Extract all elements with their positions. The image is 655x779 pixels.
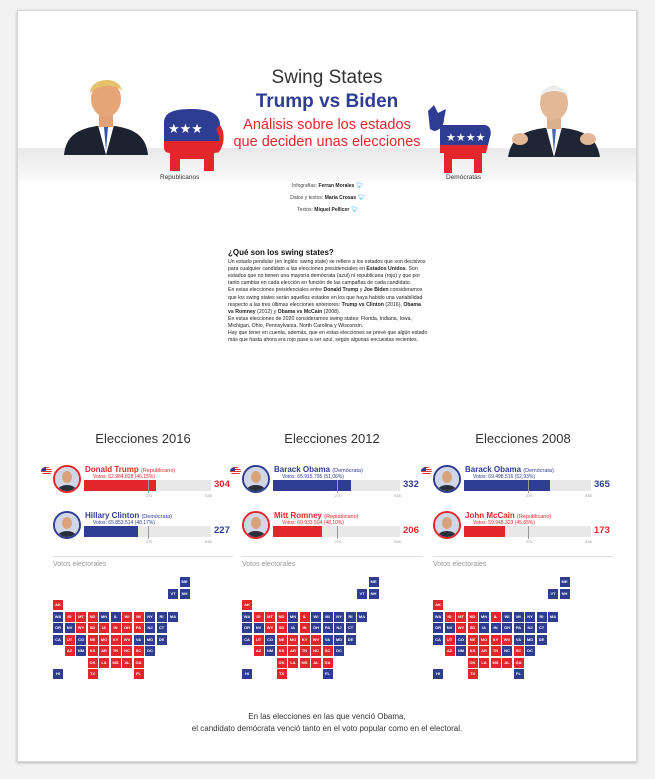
- state-tile[interactable]: VA: [323, 635, 333, 645]
- divider: [53, 556, 233, 557]
- electoral-vote-count: 304: [214, 479, 230, 490]
- state-tile[interactable]: AZ: [445, 646, 455, 656]
- state-tile[interactable]: DE: [537, 635, 547, 645]
- credit-role: Datos y textos:: [290, 195, 324, 201]
- biden-portrait: [506, 77, 602, 157]
- state-tile[interactable]: VT: [357, 589, 367, 599]
- candidate-party: (Demócrata): [332, 468, 363, 474]
- state-tile[interactable]: TN: [300, 646, 310, 656]
- intro-heading: ¿Qué son los swing states?: [228, 248, 334, 257]
- state-tile[interactable]: MD: [334, 635, 344, 645]
- state-tile[interactable]: NJ: [334, 623, 344, 633]
- state-tile[interactable]: CO: [456, 635, 466, 645]
- candidate-votes: Votos: 65.853.514 (48,17%): [93, 520, 155, 526]
- state-tile[interactable]: OK: [88, 658, 98, 668]
- state-tile[interactable]: OR: [53, 623, 63, 633]
- state-tile[interactable]: AL: [311, 658, 321, 668]
- electoral-vote-count: 173: [594, 525, 610, 536]
- state-tile[interactable]: MI: [323, 612, 333, 622]
- electoral-vote-bar: [273, 480, 351, 491]
- state-tile[interactable]: OH: [311, 623, 321, 633]
- tick-label-270: 270: [334, 539, 342, 544]
- majority-marker: [528, 480, 529, 493]
- credit-name: Miquel Pellicer: [314, 207, 350, 213]
- candidate-name: Hillary Clinton (Demócrata): [85, 511, 173, 520]
- state-tile[interactable]: ND: [468, 612, 478, 622]
- state-tile[interactable]: AZ: [65, 646, 75, 656]
- state-tile[interactable]: DC: [145, 646, 155, 656]
- state-tile[interactable]: IN: [300, 623, 310, 633]
- state-tile[interactable]: VA: [514, 635, 524, 645]
- state-tile[interactable]: TX: [277, 669, 287, 679]
- state-tile[interactable]: OH: [502, 623, 512, 633]
- tick-label-538: 538: [394, 539, 401, 544]
- state-tile[interactable]: NH: [560, 589, 570, 599]
- state-tile[interactable]: AK: [53, 600, 63, 610]
- state-tile[interactable]: SD: [88, 623, 98, 633]
- state-tile[interactable]: AL: [122, 658, 132, 668]
- candidate-row: [53, 465, 233, 504]
- electoral-vote-bar: [84, 480, 156, 491]
- tick-label-270: 270: [334, 493, 342, 498]
- state-tile[interactable]: MA: [357, 612, 367, 622]
- state-tile[interactable]: AK: [433, 600, 443, 610]
- state-tile[interactable]: WI: [122, 612, 132, 622]
- candidate-row: [242, 465, 422, 504]
- footer-line-1: En las elecciones en las que venció Obama,: [248, 712, 406, 721]
- state-tile[interactable]: IA: [288, 623, 298, 633]
- state-tile[interactable]: KY: [491, 635, 501, 645]
- state-tile[interactable]: UT: [254, 635, 264, 645]
- divider: [242, 556, 422, 557]
- infographic-page: [17, 10, 637, 762]
- credit-name: Ferran Morales: [318, 183, 355, 189]
- state-tile[interactable]: MO: [99, 635, 109, 645]
- state-tile[interactable]: HI: [433, 669, 443, 679]
- state-tile[interactable]: KY: [300, 635, 310, 645]
- state-tile[interactable]: TX: [468, 669, 478, 679]
- state-tile[interactable]: ME: [369, 577, 379, 587]
- svg-text:★★★★: ★★★★: [446, 131, 486, 144]
- intro-paragraph: Hay que tener en cuenta, además, que en estas elecciones se prevé que algún estado más que hasta ahora era rojo pase a ser azul, según algunas encuestas recientes.: [228, 330, 428, 344]
- state-tile[interactable]: SC: [323, 646, 333, 656]
- candidate-name: John McCain (Republicano): [465, 511, 552, 520]
- state-tile[interactable]: TN: [111, 646, 121, 656]
- state-tile[interactable]: CT: [157, 623, 167, 633]
- state-tile[interactable]: WI: [311, 612, 321, 622]
- state-tile[interactable]: MO: [288, 635, 298, 645]
- state-tile[interactable]: UT: [65, 635, 75, 645]
- tagline-line-2: que deciden unas elecciones: [233, 134, 421, 150]
- state-tile[interactable]: FL: [514, 669, 524, 679]
- state-tile[interactable]: WV: [502, 635, 512, 645]
- candidate-row: [433, 511, 613, 550]
- candidate-photo: [433, 465, 461, 493]
- state-tile[interactable]: IL: [491, 612, 501, 622]
- state-tile[interactable]: IL: [300, 612, 310, 622]
- tagline-line-1: Análisis sobre los estados: [243, 117, 411, 133]
- state-tile[interactable]: SD: [468, 623, 478, 633]
- credit-line: [238, 206, 418, 213]
- state-tile[interactable]: KS: [277, 646, 287, 656]
- candidate-votes: Votos: 69.498.516 (52,93%): [473, 474, 535, 480]
- candidate-votes: Votos: 62.984.828 (46,15%): [93, 474, 155, 480]
- state-tile[interactable]: DE: [346, 635, 356, 645]
- state-tile[interactable]: ID: [445, 612, 455, 622]
- state-tile[interactable]: NV: [254, 623, 264, 633]
- state-tile[interactable]: HI: [53, 669, 63, 679]
- credit-role: Textos:: [297, 207, 313, 213]
- candidate-name: Mitt Romney (Republicano): [274, 511, 359, 520]
- state-tile[interactable]: GA: [134, 658, 144, 668]
- state-tile[interactable]: LA: [99, 658, 109, 668]
- tick-label-538: 538: [394, 493, 401, 498]
- state-tile[interactable]: KS: [88, 646, 98, 656]
- democrat-donkey-icon: [424, 105, 494, 175]
- state-tile[interactable]: VT: [548, 589, 558, 599]
- page-title: Swing States: [271, 67, 383, 88]
- tick-label-270: 270: [525, 539, 533, 544]
- state-tile[interactable]: IN: [111, 623, 121, 633]
- candidate-party: (Republicano): [324, 514, 359, 520]
- state-tile[interactable]: LA: [288, 658, 298, 668]
- state-tile[interactable]: NV: [65, 623, 75, 633]
- candidate-name: Barack Obama (Demócrata): [274, 465, 363, 474]
- state-tile[interactable]: NM: [265, 646, 275, 656]
- state-tile[interactable]: AR: [288, 646, 298, 656]
- state-tile[interactable]: MN: [288, 612, 298, 622]
- state-tile[interactable]: MI: [514, 612, 524, 622]
- state-tile[interactable]: NM: [76, 646, 86, 656]
- credit-line: [238, 182, 418, 189]
- footer-note: [18, 711, 636, 735]
- majority-marker: [337, 480, 338, 493]
- state-tile[interactable]: RI: [157, 612, 167, 622]
- candidate-party: (Demócrata): [523, 468, 554, 474]
- state-tile[interactable]: AZ: [254, 646, 264, 656]
- state-tile[interactable]: NH: [180, 589, 190, 599]
- candidate-photo: [242, 511, 270, 539]
- state-tile[interactable]: DE: [157, 635, 167, 645]
- state-tile[interactable]: ID: [65, 612, 75, 622]
- state-tile[interactable]: CA: [53, 635, 63, 645]
- state-tile[interactable]: NV: [445, 623, 455, 633]
- tick-label-538: 538: [205, 539, 212, 544]
- state-tile[interactable]: ND: [88, 612, 98, 622]
- state-tile[interactable]: ME: [560, 577, 570, 587]
- twitter-icon[interactable]: 🐦︎: [356, 183, 364, 189]
- state-tile[interactable]: MS: [111, 658, 121, 668]
- state-tile[interactable]: CO: [265, 635, 275, 645]
- state-tile[interactable]: MS: [491, 658, 501, 668]
- electoral-vote-count: 365: [594, 479, 610, 490]
- state-tile[interactable]: IA: [479, 623, 489, 633]
- election-title: Elecciones 2012: [284, 431, 380, 446]
- state-tile[interactable]: GA: [323, 658, 333, 668]
- state-tile[interactable]: MN: [479, 612, 489, 622]
- tick-label-538: 538: [585, 539, 592, 544]
- page-subtitle: Trump vs Biden: [255, 91, 399, 112]
- state-tile[interactable]: NC: [311, 646, 321, 656]
- state-tile[interactable]: FL: [323, 669, 333, 679]
- electoral-vote-count: 206: [403, 525, 419, 536]
- intro-paragraph: En estas elecciones de 2020 consideramos swing states: Florida, Indiana, Iowa, Michigan, Ohio, Pennsylvania, North Carolina y Wisconsin.: [228, 315, 412, 329]
- state-tile[interactable]: SC: [134, 646, 144, 656]
- state-tile[interactable]: NC: [122, 646, 132, 656]
- state-tile[interactable]: LA: [479, 658, 489, 668]
- candidate-row: [433, 465, 613, 504]
- state-tile[interactable]: KY: [111, 635, 121, 645]
- state-tile[interactable]: NJ: [525, 623, 535, 633]
- intro-paragraph: En estas elecciones presidenciales entre Donald Trump y Joe Biden consideramos que los swing states serán aquellos estados en los que haya habido una variabilidad respecto a las tres últimas elecciones anteriores: Trump vs Clinton (2016), Obama vs Romney (2012) y Obama vs McCain (2008).: [228, 287, 423, 315]
- state-tile[interactable]: DC: [525, 646, 535, 656]
- candidate-party: (Republicano): [517, 514, 552, 520]
- state-tile[interactable]: WY: [76, 623, 86, 633]
- candidate-votes: Votos: 65.915.795 (51,06%): [282, 474, 344, 480]
- twitter-icon[interactable]: 🐦︎: [358, 195, 366, 201]
- state-tile[interactable]: ND: [277, 612, 287, 622]
- state-tile[interactable]: NM: [456, 646, 466, 656]
- state-tile[interactable]: WI: [502, 612, 512, 622]
- state-tile[interactable]: FL: [134, 669, 144, 679]
- state-tile[interactable]: NY: [334, 612, 344, 622]
- state-tile[interactable]: GA: [514, 658, 524, 668]
- state-tile[interactable]: MS: [300, 658, 310, 668]
- state-tile[interactable]: WA: [53, 612, 63, 622]
- state-tile[interactable]: MA: [548, 612, 558, 622]
- election-panel: [242, 431, 422, 676]
- state-tile[interactable]: MT: [456, 612, 466, 622]
- majority-marker: [148, 480, 149, 493]
- state-tile[interactable]: PA: [134, 623, 144, 633]
- state-tile[interactable]: CO: [76, 635, 86, 645]
- republicans-label: Republicanos: [160, 174, 200, 181]
- us-flag-icon: [421, 467, 432, 475]
- state-tile[interactable]: ME: [180, 577, 190, 587]
- footer-line-2: el candidato demócrata venció tanto en el voto popular como en el electoral.: [191, 724, 463, 733]
- electoral-vote-bar: [273, 526, 322, 537]
- state-tile[interactable]: AR: [99, 646, 109, 656]
- majority-marker: [528, 526, 529, 539]
- state-tile[interactable]: IL: [111, 612, 121, 622]
- electoral-votes-label: Votos electorales: [53, 561, 107, 568]
- state-tile[interactable]: SD: [277, 623, 287, 633]
- state-tile[interactable]: CT: [537, 623, 547, 633]
- state-tile[interactable]: WA: [433, 612, 443, 622]
- state-tile[interactable]: UT: [445, 635, 455, 645]
- candidate-votes: Votos: 60.933.504 (48,10%): [282, 520, 344, 526]
- state-tile[interactable]: MI: [134, 612, 144, 622]
- state-tile[interactable]: WA: [242, 612, 252, 622]
- credit-role: Infografías:: [292, 183, 318, 189]
- candidate-photo: [242, 465, 270, 493]
- state-tile[interactable]: CA: [433, 635, 443, 645]
- state-tile[interactable]: WV: [122, 635, 132, 645]
- state-tile[interactable]: WY: [265, 623, 275, 633]
- credit-name: María Crosas: [324, 195, 357, 201]
- state-tile[interactable]: OR: [242, 623, 252, 633]
- intro-paragraph: Un estado pendular (en inglés: swing state) se refiere a los estados que son decisivos para cualquier candidato a las elecciones presidenciales en Estados Unidos. Son estados que no tienen una mayoría demócrata (azul) ni republicana (rojo) y que por tanto cambiar en cada elección en función de las campañas de cada candidato.: [228, 259, 426, 287]
- tick-label-270: 270: [145, 493, 153, 498]
- candidate-photo: [53, 511, 81, 539]
- state-tile[interactable]: ID: [254, 612, 264, 622]
- us-flag-icon: [230, 467, 241, 475]
- state-tile[interactable]: HI: [242, 669, 252, 679]
- intro-section: [228, 249, 428, 344]
- state-tile[interactable]: MT: [76, 612, 86, 622]
- state-tile[interactable]: CA: [242, 635, 252, 645]
- election-title: Elecciones 2016: [95, 431, 191, 446]
- electoral-vote-bar: [464, 480, 550, 491]
- state-tile[interactable]: WY: [456, 623, 466, 633]
- state-tile[interactable]: NE: [88, 635, 98, 645]
- majority-marker: [337, 526, 338, 539]
- tick-label-538: 538: [205, 493, 212, 498]
- democrats-label: Demócratas: [446, 174, 482, 181]
- state-tile[interactable]: TN: [491, 646, 501, 656]
- state-tile[interactable]: IN: [491, 623, 501, 633]
- state-tile[interactable]: AK: [242, 600, 252, 610]
- credit-line: [238, 194, 418, 201]
- candidate-row: [53, 511, 233, 550]
- us-flag-icon: [41, 467, 52, 475]
- state-tile[interactable]: PA: [514, 623, 524, 633]
- state-tile[interactable]: MO: [479, 635, 489, 645]
- divider: [433, 556, 613, 557]
- state-tile[interactable]: VA: [134, 635, 144, 645]
- election-panel: [433, 431, 613, 676]
- state-tile[interactable]: VT: [168, 589, 178, 599]
- state-tile[interactable]: KS: [468, 646, 478, 656]
- electoral-vote-count: 332: [403, 479, 419, 490]
- state-tile[interactable]: NE: [468, 635, 478, 645]
- candidate-party: (Demócrata): [141, 514, 173, 520]
- state-tile[interactable]: PA: [323, 623, 333, 633]
- tick-label-270: 270: [145, 539, 153, 544]
- state-tile[interactable]: NY: [145, 612, 155, 622]
- electoral-vote-bar: [84, 526, 138, 537]
- candidate-row: [242, 511, 422, 550]
- state-tile[interactable]: MD: [145, 635, 155, 645]
- state-tile[interactable]: NJ: [145, 623, 155, 633]
- majority-marker: [148, 526, 149, 539]
- tick-label-538: 538: [585, 493, 592, 498]
- state-tile[interactable]: CT: [346, 623, 356, 633]
- state-tile[interactable]: NC: [502, 646, 512, 656]
- candidate-name: Barack Obama (Demócrata): [465, 465, 554, 474]
- electoral-votes-label: Votos electorales: [242, 561, 296, 568]
- election-title: Elecciones 2008: [475, 431, 571, 446]
- state-tile[interactable]: SC: [514, 646, 524, 656]
- state-tile[interactable]: NH: [369, 589, 379, 599]
- tick-label-270: 270: [525, 493, 533, 498]
- state-tile[interactable]: MN: [99, 612, 109, 622]
- election-panel: [53, 431, 233, 676]
- svg-text:★★★: ★★★: [168, 122, 203, 137]
- state-tile[interactable]: TX: [88, 669, 98, 679]
- state-tile[interactable]: RI: [537, 612, 547, 622]
- state-tile[interactable]: AR: [479, 646, 489, 656]
- candidate-photo: [53, 465, 81, 493]
- state-tile[interactable]: WV: [311, 635, 321, 645]
- electoral-votes-label: Votos electorales: [433, 561, 487, 568]
- candidate-photo: [433, 511, 461, 539]
- state-tile[interactable]: OK: [468, 658, 478, 668]
- state-tile[interactable]: OR: [433, 623, 443, 633]
- state-tile[interactable]: MA: [168, 612, 178, 622]
- electoral-vote-count: 227: [214, 525, 230, 536]
- state-tile[interactable]: MT: [265, 612, 275, 622]
- candidate-votes: Votos: 59.948.323 (45,65%): [473, 520, 535, 526]
- candidate-party: (Republicano): [141, 468, 176, 474]
- state-tile[interactable]: OH: [122, 623, 132, 633]
- state-tile[interactable]: IA: [99, 623, 109, 633]
- state-tile[interactable]: NY: [525, 612, 535, 622]
- state-tile[interactable]: RI: [346, 612, 356, 622]
- twitter-icon[interactable]: 🐦︎: [351, 207, 359, 213]
- candidate-name: Donald Trump (Republicano): [85, 465, 176, 474]
- state-tile[interactable]: OK: [277, 658, 287, 668]
- state-tile[interactable]: MD: [525, 635, 535, 645]
- electoral-vote-bar: [464, 526, 505, 537]
- state-tile[interactable]: NE: [277, 635, 287, 645]
- state-tile[interactable]: AL: [502, 658, 512, 668]
- state-tile[interactable]: DC: [334, 646, 344, 656]
